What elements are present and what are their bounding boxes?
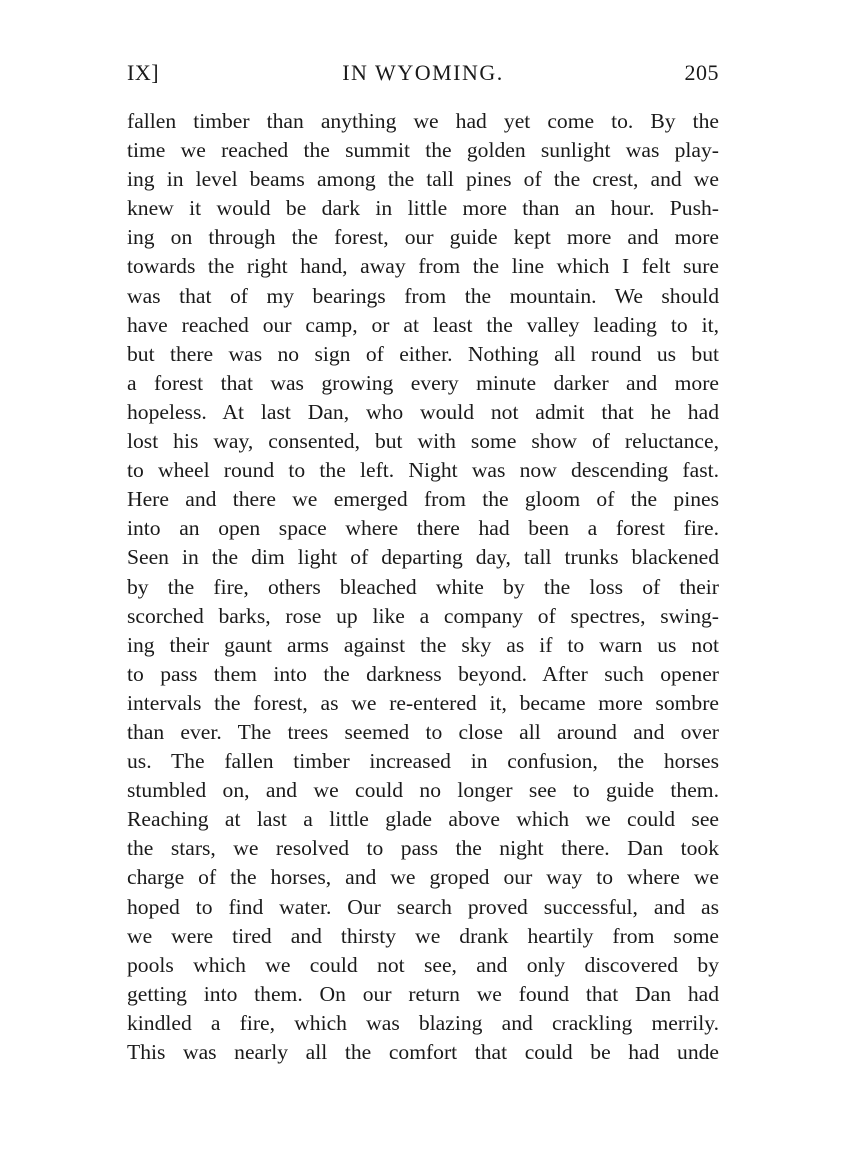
text-line: kindled a fire, which was blazing and crackling merrily. [127, 1010, 719, 1035]
text-line: hoped to find water. Our search proved successful, and as [127, 894, 719, 919]
text-line: have reached our camp, or at least the valley leading to it, [127, 312, 719, 337]
text-line: into an open space where there had been a forest fire. [127, 516, 719, 541]
chapter-number: IX] [127, 60, 160, 85]
text-line: we were tired and thirsty we drank heartily from some [127, 923, 719, 948]
text-line: by the fire, others bleached white by the loss of their [127, 574, 719, 599]
text-line: to wheel round to the left. Night was now descending fast. [127, 458, 719, 483]
text-line: than ever. The trees seemed to close all around and over [127, 719, 719, 744]
running-title: IN WYOMING. [342, 60, 504, 85]
text-line: but there was no sign of either. Nothing all round us but [127, 341, 719, 366]
text-line: a forest that was growing every minute darker and more [127, 370, 719, 395]
text-line: Here and there we emerged from the gloom of the pines [127, 487, 719, 512]
running-head [127, 60, 719, 90]
text-line: the stars, we resolved to pass the night there. Dan took [127, 836, 719, 861]
text-line: stumbled on, and we could no longer see to guide them. [127, 778, 719, 803]
text-line: ing in level beams among the tall pines of the crest, and we [127, 167, 719, 192]
text-line: knew it would be dark in little more than an hour. Push- [127, 196, 719, 221]
text-line: Seen in the dim light of departing day, tall trunks blackened [127, 545, 719, 570]
text-line: getting into them. On our return we found that Dan had [127, 981, 719, 1006]
text-line: ing on through the forest, our guide kept more and more [127, 225, 719, 250]
text-line: intervals the forest, as we re-entered it, became more sombre [127, 690, 719, 715]
text-line: Reaching at last a little glade above which we could see [127, 807, 719, 832]
text-line: charge of the horses, and we groped our way to where we [127, 865, 719, 890]
page-number: 205 [684, 60, 719, 85]
text-line: fallen timber than anything we had yet come to. By the [127, 109, 719, 133]
text-line: towards the right hand, away from the line which I felt sure [127, 254, 719, 279]
text-line: pools which we could not see, and only discovered by [127, 952, 719, 977]
text-line: ing their gaunt arms against the sky as if to warn us not [127, 632, 719, 657]
text-line: time we reached the summit the golden sunlight was play- [127, 138, 719, 163]
body-text [127, 107, 719, 1067]
text-line: lost his way, consented, but with some show of reluctance, [127, 429, 719, 454]
text-line: to pass them into the darkness beyond. After such opener [127, 661, 719, 686]
text-line: This was nearly all the comfort that could be had unde [127, 1040, 719, 1064]
text-line: scorched barks, rose up like a company of spectres, swing- [127, 603, 719, 628]
text-line: us. The fallen timber increased in confusion, the horses [127, 749, 719, 774]
text-line: hopeless. At last Dan, who would not admit that he had [127, 399, 719, 424]
text-line: was that of my bearings from the mountain. We should [127, 283, 719, 308]
